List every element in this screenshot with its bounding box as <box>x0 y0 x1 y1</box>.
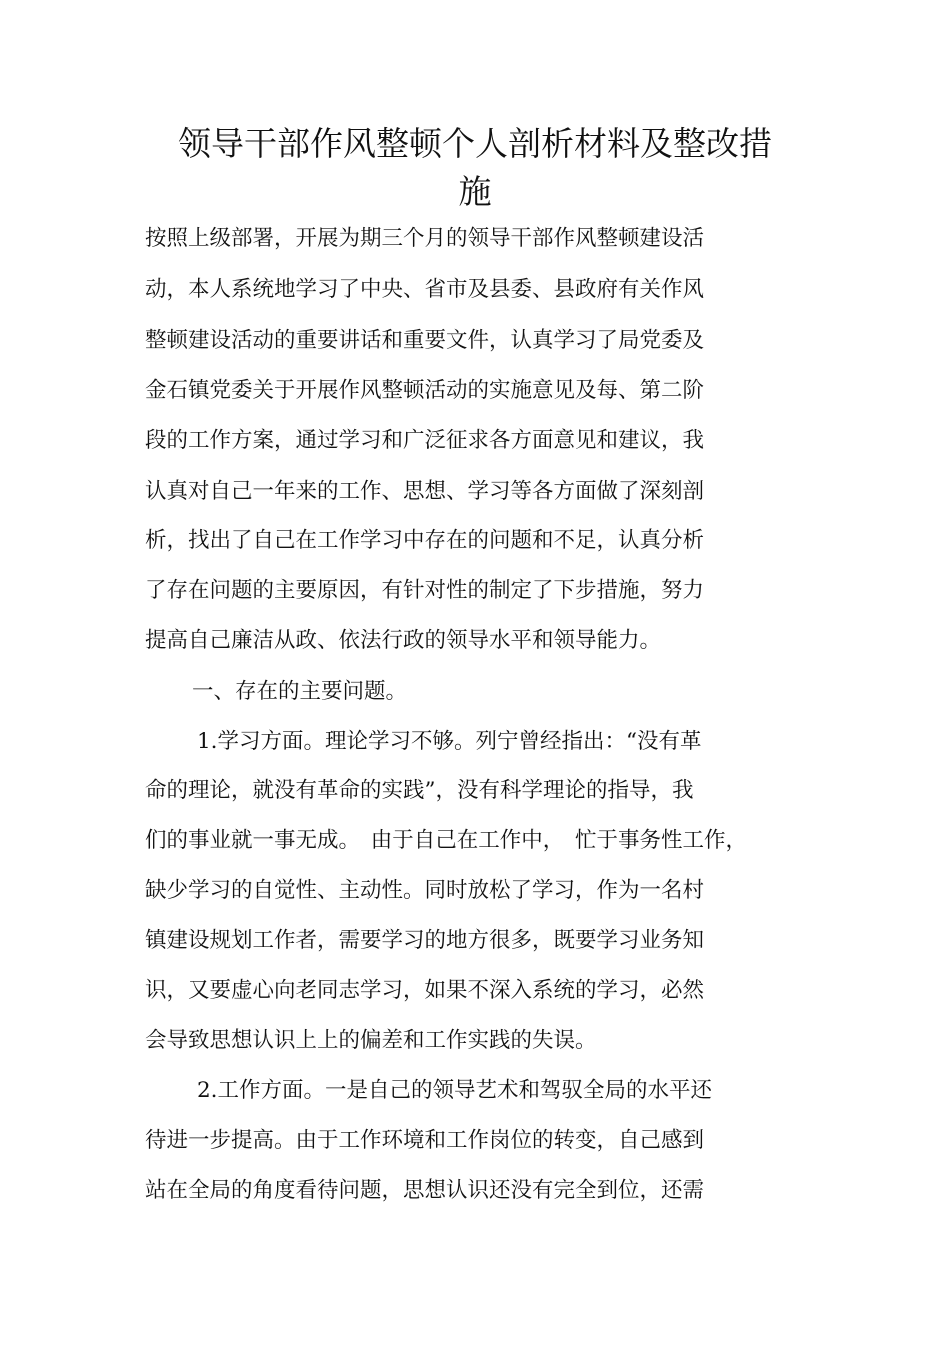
paragraph-line: 镇建设规划工作者，需要学习的地方很多，既要学习业务知 <box>145 928 705 953</box>
paragraph-line: 按照上级部署，开展为期三个月的领导干部作风整顿建设活 <box>145 226 705 251</box>
paragraph-line: 了存在问题的主要原因，有针对性的制定了下步措施，努力 <box>145 578 705 603</box>
paragraph-line: 识，又要虚心向老同志学习，如果不深入系统的学习，必然 <box>145 978 705 1003</box>
paragraph-line: 提高自己廉洁从政、依法行政的领导水平和领导能力。 <box>145 628 662 653</box>
paragraph-line: 们的事业就一事无成。 由于自己在工作中， 忙于事务性工作， <box>145 828 748 853</box>
paragraph-line: 金石镇党委关于开展作风整顿活动的实施意见及每、第二阶 <box>145 378 705 403</box>
paragraph-line: 2.工作方面。一是自己的领导艺术和驾驭全局的水平还 <box>197 1078 713 1103</box>
paragraph-line: 段的工作方案，通过学习和广泛征求各方面意见和建议，我 <box>145 428 705 453</box>
document-title-line-1: 领导干部作风整顿个人剖析材料及整改措 <box>178 124 772 163</box>
paragraph-line: 1.学习方面。理论学习不够。列宁曾经指出：“没有革 <box>197 729 702 754</box>
paragraph-line: 动，本人系统地学习了中央、省市及县委、县政府有关作风 <box>145 277 705 302</box>
paragraph-line: 缺少学习的自觉性、主动性。同时放松了学习，作为一名村 <box>145 878 705 903</box>
document-title-line-2: 施 <box>458 172 492 211</box>
paragraph-line: 会导致思想认识上上的偏差和工作实践的失误。 <box>145 1028 597 1053</box>
paragraph-line: 命的理论，就没有革命的实践”，没有科学理论的指导，我 <box>145 778 694 803</box>
paragraph-line: 认真对自己一年来的工作、思想、学习等各方面做了深刻剖 <box>145 479 705 504</box>
paragraph-line: 待进一步提高。由于工作环境和工作岗位的转变，自己感到 <box>145 1128 705 1153</box>
section-heading: 一、存在的主要问题。 <box>192 679 408 704</box>
paragraph-line: 整顿建设活动的重要讲话和重要文件，认真学习了局党委及 <box>145 328 705 353</box>
paragraph-line: 析，找出了自己在工作学习中存在的问题和不足，认真分析 <box>145 528 705 553</box>
paragraph-line: 站在全局的角度看待问题，思想认识还没有完全到位，还需 <box>145 1178 705 1203</box>
